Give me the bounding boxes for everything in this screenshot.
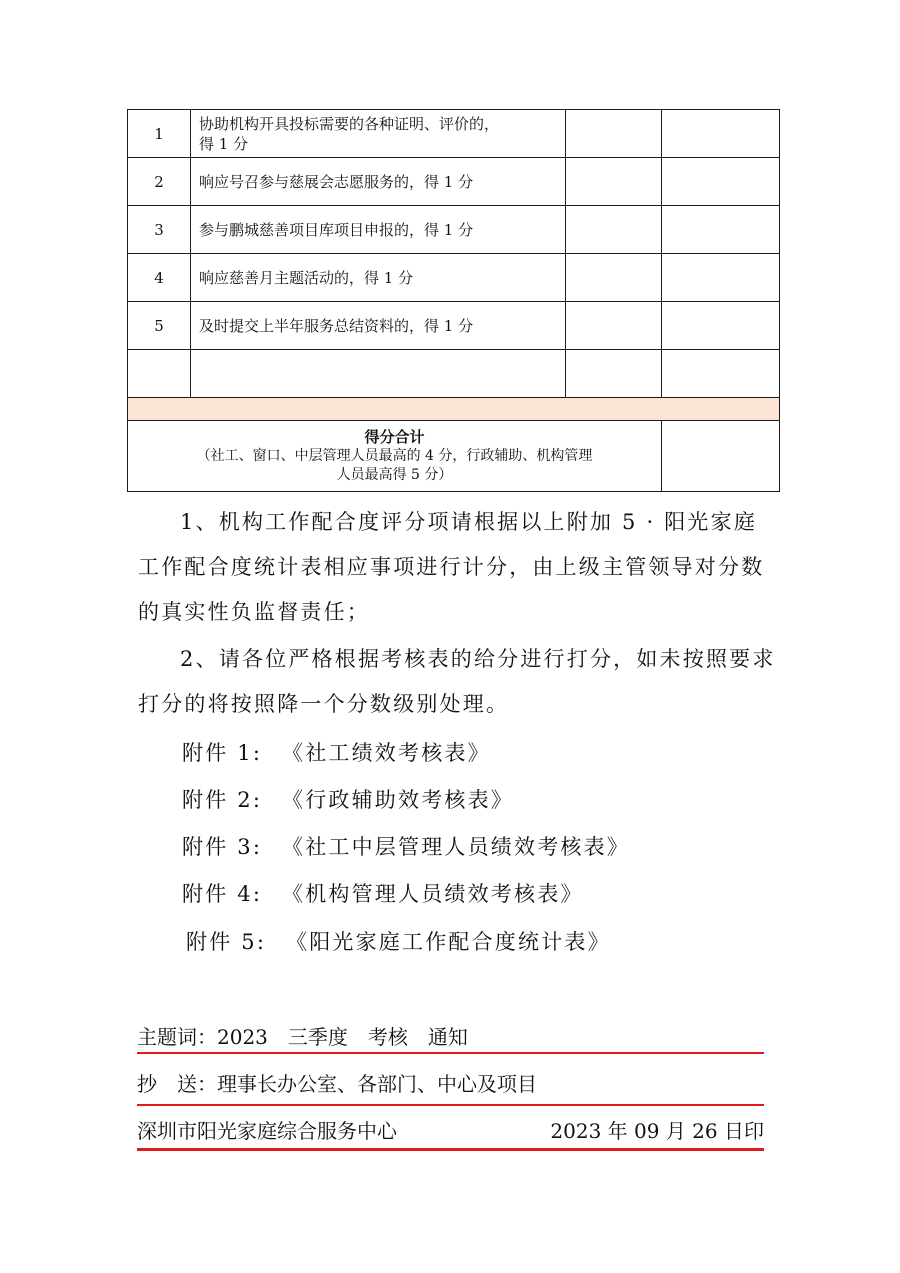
item-description-line: 得 1 分 — [199, 134, 249, 153]
remark-cell — [662, 254, 780, 302]
item-description: 参与鹏城慈善项目库项目申报的，得 1 分 — [191, 206, 566, 254]
attachment-item — [182, 739, 491, 767]
table-row — [128, 302, 780, 350]
total-note: （社工、窗口、中层管理人员最高的 4 分，行政辅助、机构管理 — [196, 447, 593, 464]
shaded-band — [128, 398, 780, 421]
item-description-line: 协助机构开具投标需要的各种证明、评价的， — [199, 114, 500, 133]
attachment-label: 附件 2: — [182, 788, 263, 812]
score-cell — [566, 302, 662, 350]
remark-cell — [662, 302, 780, 350]
attachment-item — [186, 928, 611, 956]
empty-cell — [566, 350, 662, 398]
attachment-label: 附件 5: — [186, 930, 267, 954]
table-row — [128, 254, 780, 302]
empty-cell — [662, 350, 780, 398]
item-number: 4 — [128, 254, 191, 302]
remark-cell — [662, 110, 780, 158]
issuer-line — [137, 1118, 764, 1144]
keywords-line: 主题词：2023 三季度 考核 通知 — [137, 1025, 468, 1049]
attachment-title: 《阳光家庭工作配合度统计表》 — [286, 930, 611, 954]
issuer-org: 深圳市阳光家庭综合服务中心 — [137, 1119, 397, 1143]
remark-cell — [662, 206, 780, 254]
score-cell — [566, 158, 662, 206]
attachment-title: 《机构管理人员绩效考核表》 — [282, 882, 584, 906]
item-description: 及时提交上半年服务总结资料的，得 1 分 — [191, 302, 566, 350]
total-label-cell — [128, 421, 662, 492]
score-cell — [566, 254, 662, 302]
empty-cell — [191, 350, 566, 398]
item-number: 3 — [128, 206, 191, 254]
score-cell — [566, 206, 662, 254]
attachment-item — [182, 833, 630, 861]
attachment-label: 附件 3: — [182, 835, 263, 859]
note-paragraph-2: 2、请各位严格根据考核表的给分进行打分，如未按照要求打分的将按照降一个分数级别处理。 — [138, 647, 776, 716]
score-table — [127, 109, 780, 492]
print-date: 2023 年 09 月 26 日印 — [550, 1119, 764, 1143]
total-note: 人员最高得 5 分） — [336, 466, 453, 483]
total-title: 得分合计 — [364, 427, 425, 446]
item-number: 1 — [128, 110, 191, 158]
attachment-item — [182, 880, 584, 908]
total-score-cell — [662, 421, 780, 492]
item-description — [191, 110, 566, 158]
cc-line: 抄 送：理事长办公室、各部门、中心及项目 — [137, 1072, 537, 1096]
table-row — [128, 158, 780, 206]
total-row — [128, 421, 780, 492]
table-row — [128, 206, 780, 254]
item-number: 5 — [128, 302, 191, 350]
attachment-title: 《行政辅助效考核表》 — [282, 788, 514, 812]
attachment-title: 《社工中层管理人员绩效考核表》 — [282, 835, 630, 859]
red-rule — [137, 1104, 764, 1106]
score-cell — [566, 110, 662, 158]
note-paragraph-1: 1、机构工作配合度评分项请根据以上附加 5 · 阳光家庭工作配合度统计表相应事项进行计分，由上级主管领导对分数的真实性负监督责任； — [138, 510, 765, 624]
red-rule-bottom — [137, 1148, 764, 1151]
item-number: 2 — [128, 158, 191, 206]
item-description: 响应号召参与慈展会志愿服务的，得 1 分 — [191, 158, 566, 206]
remark-cell — [662, 158, 780, 206]
table-row-empty — [128, 350, 780, 398]
empty-cell — [128, 350, 191, 398]
shaded-band-row — [128, 398, 780, 421]
table-row — [128, 110, 780, 158]
attachment-title: 《社工绩效考核表》 — [282, 741, 491, 765]
attachment-label: 附件 4: — [182, 882, 263, 906]
attachment-item — [182, 786, 514, 814]
item-description: 响应慈善月主题活动的，得 1 分 — [191, 254, 566, 302]
attachment-label: 附件 1: — [182, 741, 263, 765]
red-rule — [137, 1052, 764, 1054]
